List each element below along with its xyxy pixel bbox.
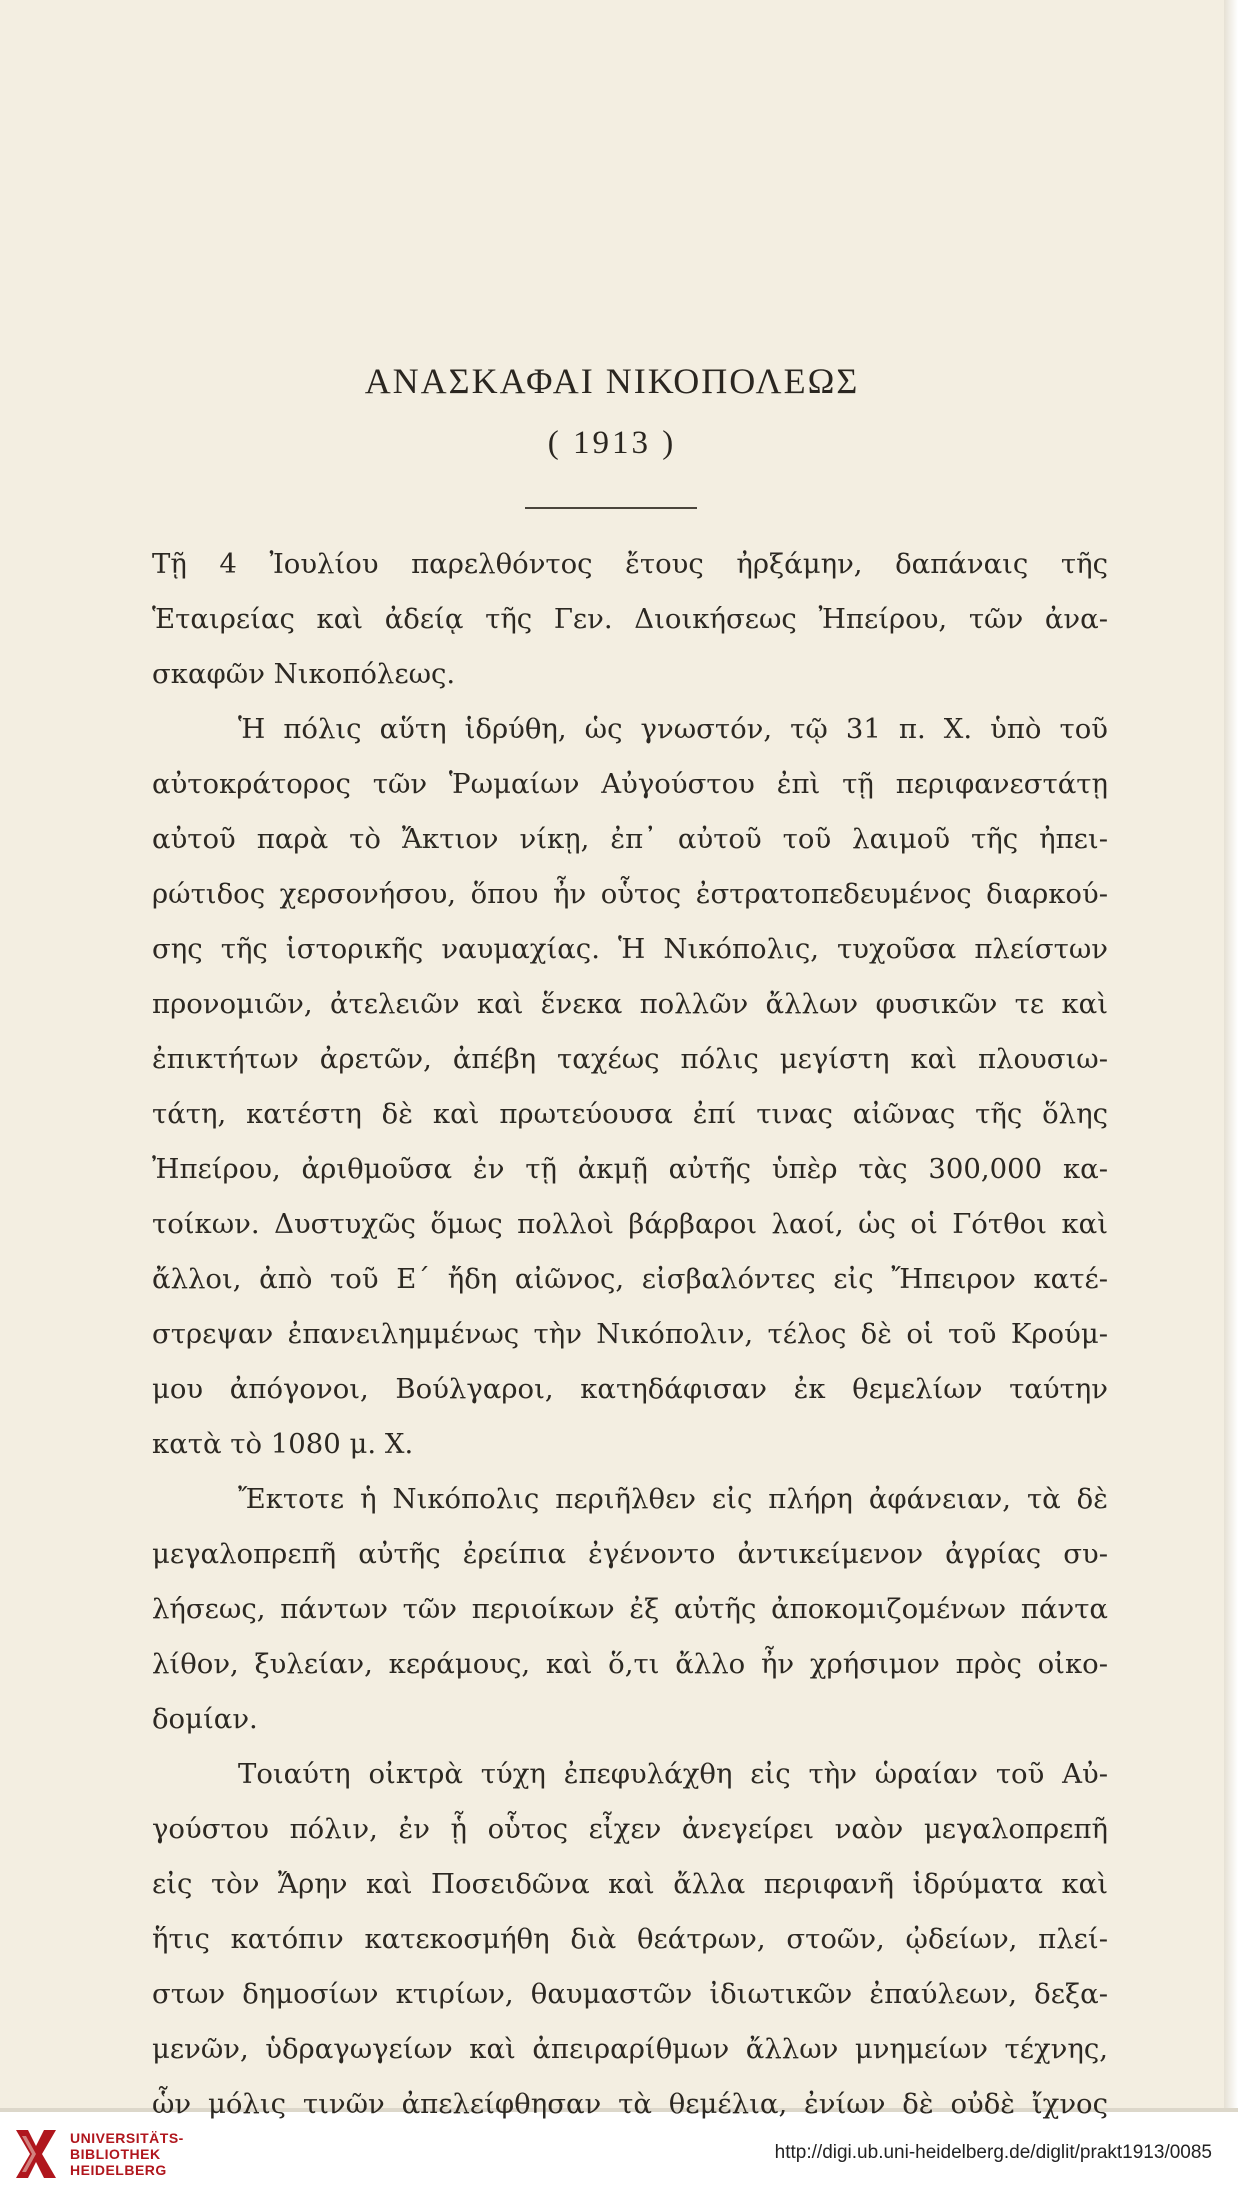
library-logo[interactable] (12, 2124, 184, 2184)
source-url-link[interactable]: http://digi.ub.uni-heidelberg.de/diglit/prakt1913/0085 (774, 2142, 1212, 2163)
text-line: στρεψαν ἐπανειλημμένως τὴν Νικόπολιν, τέλος δὲ οἱ τοῦ Κρούμ- (152, 1318, 1108, 1350)
text-line: Τοιαύτη οἰκτρὰ τύχη ἐπεφυλάχθη εἰς τὴν ὡραίαν τοῦ Αὐ- (238, 1758, 1108, 1790)
body-text (152, 537, 1108, 2132)
text-line: μεγαλοπρεπῆ αὐτῆς ἐρείπια ἐγένοντο ἀντικείμενον ἀγρίας συ- (152, 1538, 1108, 1570)
text-line: Ἑταιρείας καὶ ἀδείᾳ τῆς Γεν. Διοικήσεως Ἠπείρου, τῶν ἀνα- (152, 603, 1108, 635)
text-line: τοίκων. Δυστυχῶς ὅμως πολλοὶ βάρβαροι λαοί, ὡς οἱ Γότθοι καὶ (152, 1208, 1108, 1240)
title-divider (525, 507, 697, 509)
text-line: Ἔκτοτε ἡ Νικόπολις περιῆλθεν εἰς πλήρη ἀφάνειαν, τὰ δὲ (238, 1483, 1108, 1515)
text-line: ρώτιδος χερσονήσου, ὅπου ἦν οὗτος ἐστρατοπεδευμένος διαρκού- (152, 878, 1108, 910)
text-line: σκαφῶν Νικοπόλεως. (152, 658, 456, 690)
text-line: μου ἀπόγονοι, Βούλγαροι, κατηδάφισαν ἐκ θεμελίων ταύτην (152, 1373, 1108, 1405)
text-line: στων δημοσίων κτιρίων, θαυμαστῶν ἰδιωτικῶν ἐπαύλεων, δεξα- (152, 1978, 1108, 2010)
text-line: ἐπικτήτων ἀρετῶν, ἀπέβη ταχέως πόλις μεγίστη καὶ πλουσιω- (152, 1043, 1108, 1075)
text-line: σης τῆς ἱστορικῆς ναυμαχίας. Ἡ Νικόπολις, τυχοῦσα πλείστων (152, 933, 1108, 965)
page-title: ΑΝΑΣΚΑΦΑΙ ΝΙΚΟΠΟΛΕΩΣ (364, 361, 860, 401)
text-line: ὧν μόλις τινῶν ἀπελείφθησαν τὰ θεμέλια, ἐνίων δὲ οὐδὲ ἴχνος (152, 2088, 1108, 2120)
library-name (70, 2130, 184, 2178)
text-line: μενῶν, ὑδραγωγείων καὶ ἀπειραρίθμων ἄλλων μνημείων τέχνης, (152, 2033, 1108, 2065)
library-name-line: HEIDELBERG (70, 2162, 167, 2178)
text-line: ἥτις κατόπιν κατεκοσμήθη διὰ θεάτρων, στοῶν, ᾠδείων, πλεί- (152, 1923, 1108, 1955)
library-name-line: BIBLIOTHEK (70, 2146, 161, 2162)
page-edge-shadow (1224, 0, 1238, 2108)
page-year: ( 1913 ) (547, 425, 677, 461)
text-line: γούστου πόλιν, ἐν ᾗ οὗτος εἶχεν ἀνεγείρει ναὸν μεγαλοπρεπῆ (152, 1813, 1108, 1845)
text-line: ἄλλοι, ἀπὸ τοῦ Ε´ ἤδη αἰῶνος, εἰσβαλόντες εἰς Ἤπειρον κατέ- (152, 1263, 1108, 1295)
text-line: λίθον, ξυλείαν, κεράμους, καὶ ὅ,τι ἄλλο ἦν χρήσιμον πρὸς οἰκο- (152, 1648, 1108, 1680)
text-line: κατὰ τὸ 1080 μ. Χ. (152, 1428, 414, 1460)
text-line: αὐτοκράτορος τῶν Ῥωμαίων Αὐγούστου ἐπὶ τῇ περιφανεστάτῃ (152, 768, 1108, 800)
text-line: τάτη, κατέστη δὲ καὶ πρωτεύουσα ἐπί τινας αἰῶνας τῆς ὅλης (152, 1098, 1108, 1130)
text-line: δομίαν. (152, 1703, 258, 1735)
text-line: Ἡ πόλις αὕτη ἱδρύθη, ὡς γνωστόν, τῷ 31 π. Χ. ὑπὸ τοῦ (238, 713, 1108, 745)
text-line: εἰς τὸν Ἄρην καὶ Ποσειδῶνα καὶ ἄλλα περιφανῆ ἱδρύματα καὶ (152, 1868, 1108, 1900)
text-line: προνομιῶν, ἀτελειῶν καὶ ἕνεκα πολλῶν ἄλλων φυσικῶν τε καὶ (152, 988, 1108, 1020)
text-line: Ἠπείρου, ἀριθμοῦσα ἐν τῇ ἀκμῇ αὐτῆς ὑπὲρ τὰς 300,000 κα- (152, 1153, 1108, 1185)
library-name-line: UNIVERSITÄTS- (70, 2130, 184, 2146)
text-line: αὐτοῦ παρὰ τὸ Ἄκτιον νίκῃ, ἐπ᾽ αὐτοῦ τοῦ λαιμοῦ τῆς ἠπει- (152, 823, 1108, 855)
text-line: λήσεως, πάντων τῶν περιοίκων ἐξ αὐτῆς ἀποκομιζομένων πάντα (152, 1593, 1108, 1625)
text-line: Τῇ 4 Ἰουλίου παρελθόντος ἔτους ἠρξάμην, δαπάναις τῆς (152, 548, 1108, 580)
library-crest-icon (12, 2124, 60, 2184)
